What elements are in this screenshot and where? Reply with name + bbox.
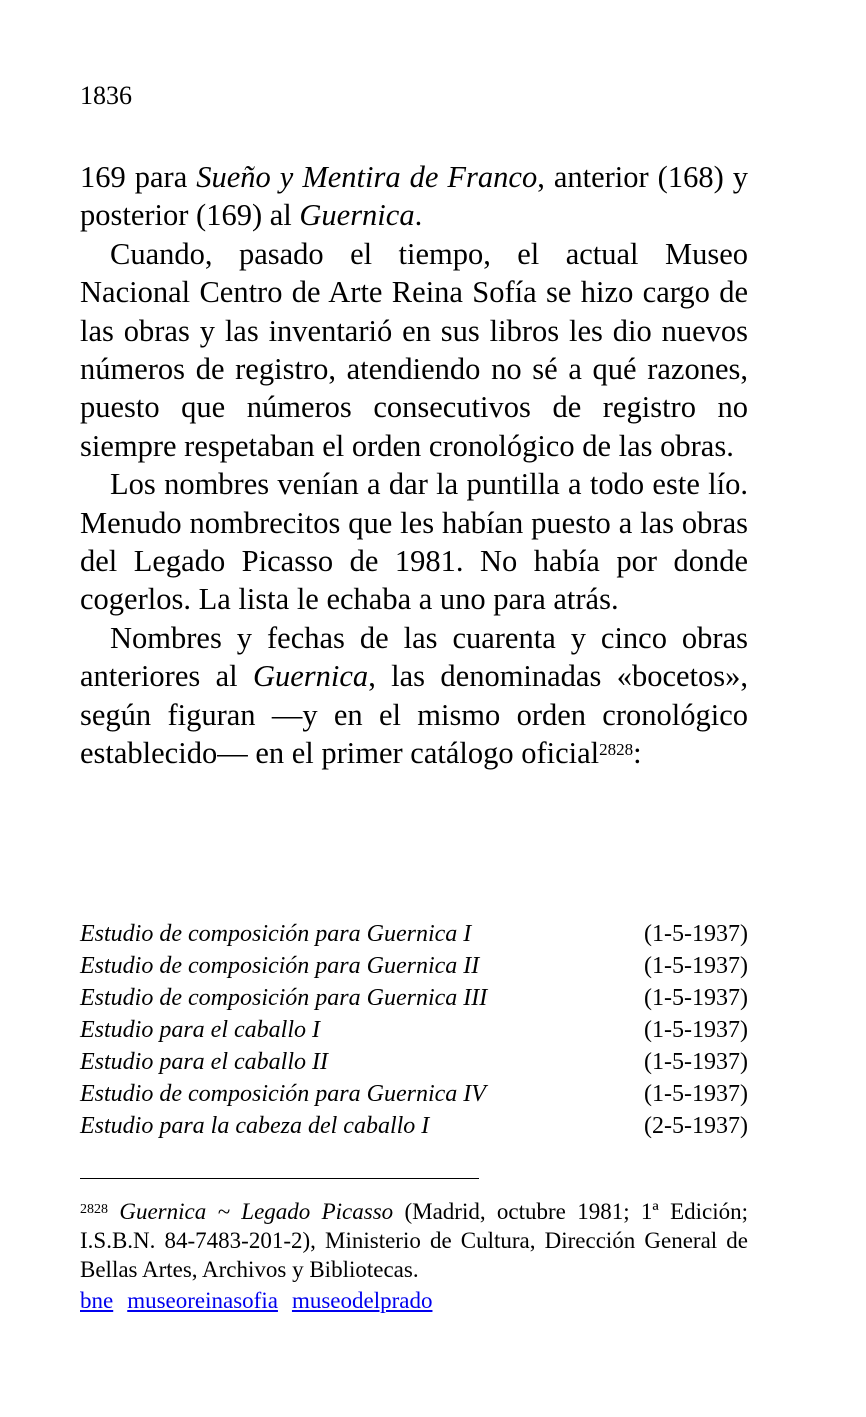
catalog-date: (1-5-1937) <box>644 1049 748 1075</box>
reference-links <box>80 1286 446 1315</box>
text-segment: , anterior (168) y posterior (169) al <box>80 160 748 233</box>
catalog-date: (1-5-1937) <box>644 1017 748 1043</box>
italic-text: Guernica <box>299 198 415 233</box>
paragraph <box>80 235 748 465</box>
link-museoreinasofia[interactable]: museoreinasofia <box>127 1288 278 1313</box>
text-segment: Nombres y fechas de las cuarenta y cinco obras anteriores al <box>80 620 748 694</box>
catalog-date: (1-5-1937) <box>644 985 748 1011</box>
catalog-date: (1-5-1937) <box>644 1081 748 1107</box>
text-segment: Cuando, pasado el tiempo, el actual Museo Nacional Centro de Arte Reina Sofía se hizo cargo de las obras y las inventarió en sus libros les dio nuevos números de registro, atendiendo no sé a qué razones, puesto que números consecutivos de registro no siempre respetaban el orden cronológico de las obras. <box>80 236 748 463</box>
catalog-title: Estudio de composición para Guernica IV <box>80 1081 486 1107</box>
link-museodelprado[interactable]: museodelprado <box>291 1288 433 1313</box>
catalog-row <box>80 1014 748 1046</box>
catalog-title: Estudio de composición para Guernica III <box>80 985 488 1011</box>
catalog-list <box>80 918 748 1142</box>
catalog-row <box>80 982 748 1014</box>
catalog-date: (1-5-1937) <box>644 921 748 947</box>
catalog-title: Estudio de composición para Guernica I <box>80 921 472 947</box>
footnote <box>80 1197 748 1284</box>
paragraph <box>80 619 748 773</box>
footnote-marker: 2828 <box>80 1202 108 1217</box>
catalog-title: Estudio para el caballo II <box>80 1049 328 1075</box>
page-number: 1836 <box>80 81 132 110</box>
paragraph <box>80 465 748 619</box>
catalog-date: (1-5-1937) <box>644 953 748 979</box>
paragraph <box>80 158 748 235</box>
catalog-row <box>80 950 748 982</box>
text-segment: . <box>414 198 423 233</box>
catalog-date: (2-5-1937) <box>644 1113 748 1139</box>
footnote-text: (Madrid, octubre 1981; 1ª Edición; I.S.B.N. 84-7483-201-2), Ministerio de Cultura, Dirección General de Bellas Artes, Archivos y Bibliotecas. <box>80 1199 749 1282</box>
footnote-divider <box>80 1178 479 1179</box>
catalog-row <box>80 1046 748 1078</box>
text-segment: , las denominadas «bocetos», según figuran —y en el mismo orden cronológico establecido— en el primer catálogo oficial <box>80 659 748 771</box>
catalog-row <box>80 918 748 950</box>
link-bne[interactable]: bne <box>80 1288 114 1313</box>
footnote-reference: 2828 <box>599 740 634 760</box>
text-segment: 169 para <box>80 160 197 194</box>
catalog-title: Estudio para la cabeza del caballo I <box>80 1113 430 1139</box>
footnote-title: Guernica ~ Legado Picasso <box>119 1199 394 1224</box>
body-text <box>80 158 748 773</box>
catalog-title: Estudio para el caballo I <box>80 1017 320 1043</box>
text-segment: : <box>633 736 642 771</box>
italic-text: Sueño y Mentira de Franco <box>196 160 538 194</box>
catalog-row <box>80 1110 748 1142</box>
catalog-title: Estudio de composición para Guernica II <box>80 953 480 979</box>
italic-text: Guernica <box>252 659 369 694</box>
text-segment: Los nombres venían a dar la puntilla a todo este lío. Menudo nombrecitos que les habían puesto a las obras del Legado Picasso de 1981. No había por donde cogerlos. La lista le echaba a uno para atrás. <box>80 467 748 617</box>
catalog-row <box>80 1078 748 1110</box>
